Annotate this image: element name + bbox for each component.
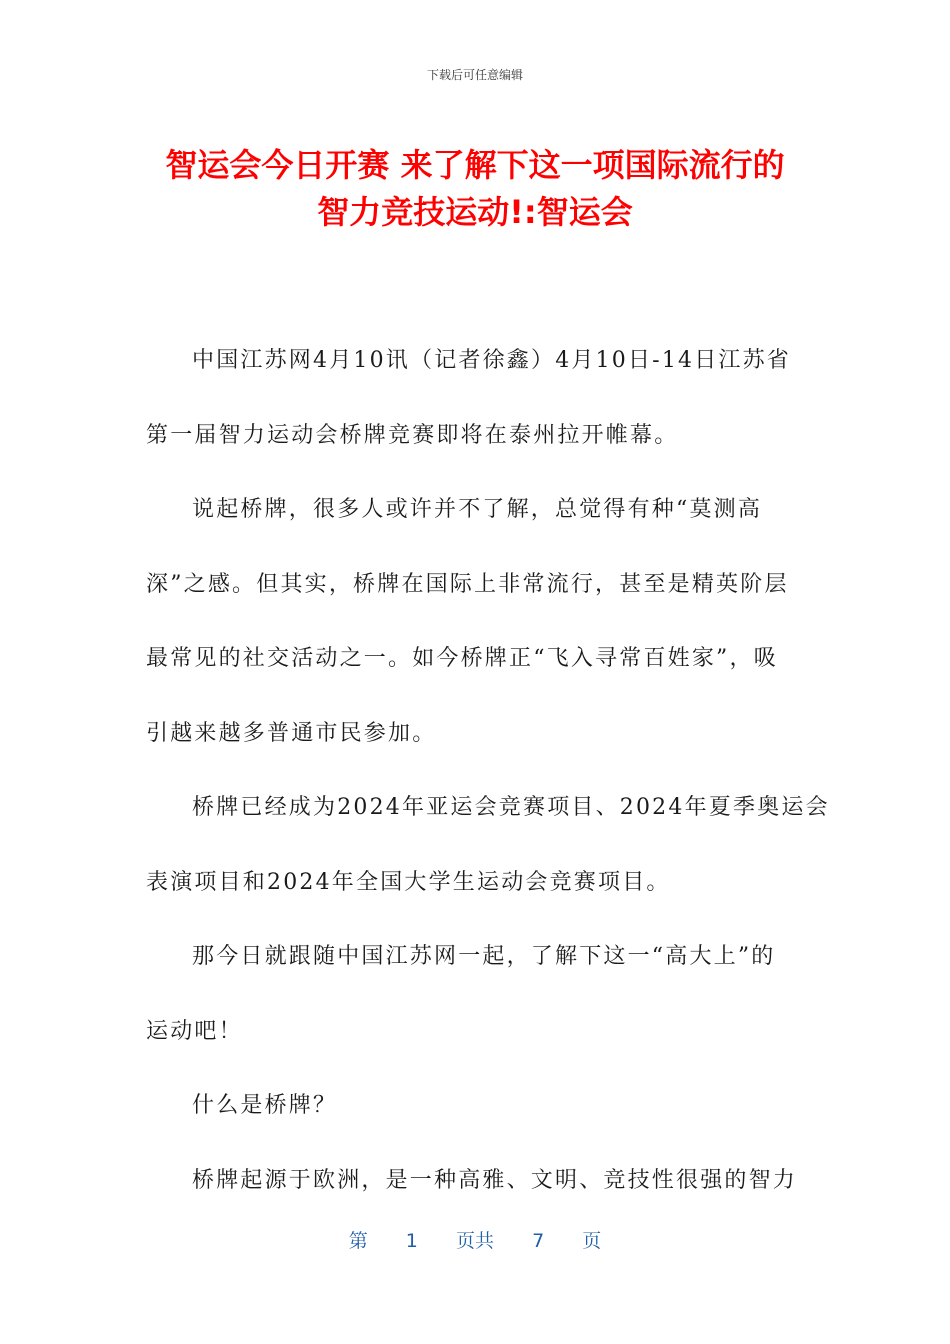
footer-suffix: 页 [582, 1230, 602, 1252]
header-note: 下载后可任意编辑 [426, 68, 523, 82]
paragraph-line: 说起桥牌，很多人或许并不了解，总觉得有种“莫测高 [192, 497, 763, 522]
paragraph-line: 深”之感。但其实，桥牌在国际上非常流行，甚至是精英阶层 [146, 571, 789, 597]
total-page-number: 7 [532, 1230, 545, 1252]
paragraph [146, 324, 806, 473]
current-page-number: 1 [405, 1230, 418, 1252]
document-title [100, 142, 850, 236]
paragraph-line: 中国江苏网4月10讯（记者徐鑫）4月10日-14日江苏省 [192, 348, 792, 373]
title-line-2: 智力竞技运动!:智运会 [317, 193, 633, 231]
paragraph [146, 771, 830, 920]
paragraph-line: 运动吧！ [146, 1018, 243, 1044]
document-body [146, 324, 830, 1218]
paragraph-line: 最常见的社交活动之一。如今桥牌正“飞入寻常百姓家”，吸 [146, 646, 778, 671]
paragraph [146, 1069, 806, 1144]
paragraph [146, 920, 806, 1069]
paragraph-line: 桥牌起源于欧洲，是一种高雅、文明、竞技性很强的智力 [192, 1167, 798, 1193]
paragraph [146, 1144, 806, 1219]
paragraph-line: 那今日就跟随中国江苏网一起，了解下这一“高大上”的 [192, 944, 776, 969]
title-line-1: 智运会今日开赛 来了解下这一项国际流行的 [165, 146, 785, 184]
footer-prefix: 第 [348, 1230, 368, 1252]
page-footer [0, 1226, 950, 1253]
paragraph [146, 473, 806, 771]
paragraph-line: 表演项目和2024年全国大学生运动会竞赛项目。 [146, 869, 671, 895]
paragraph-line: 桥牌已经成为2024年亚运会竞赛项目、2024年夏季奥运会 [192, 795, 830, 820]
paragraph-line: 引越来越多普通市民参加。 [146, 720, 437, 746]
paragraph-line: 第一届智力运动会桥牌竞赛即将在泰州拉开帷幕。 [146, 422, 679, 448]
footer-middle: 页共 [455, 1230, 494, 1252]
paragraph-line: 什么是桥牌？ [192, 1093, 338, 1118]
